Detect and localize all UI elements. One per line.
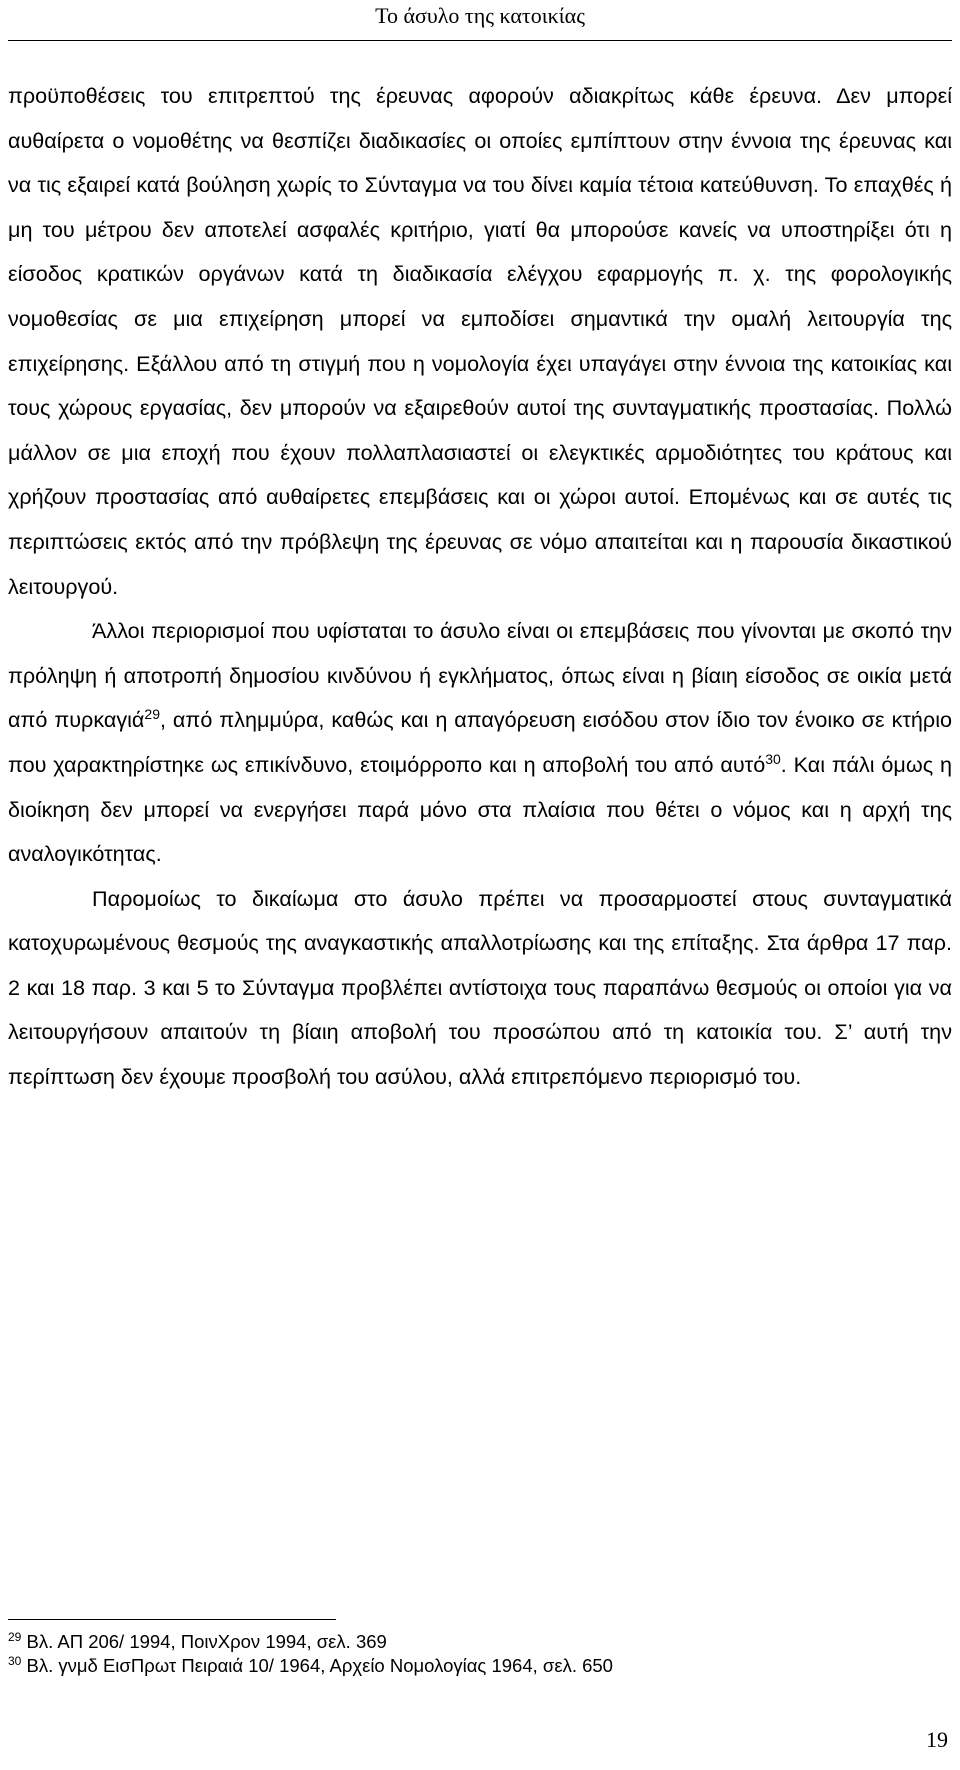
- footnote-ref: 30: [765, 750, 781, 767]
- header-divider: [8, 40, 952, 41]
- paragraph-text: Παρομοίως το δικαίωμα στο άσυλο πρέπει να προσαρμοστεί στους συνταγματικά κατοχυρωμένους θεσμούς της αναγκαστικής απαλλοτρίωσης και της επίταξης. Στα άρθρα 17 παρ. 2 και 18 παρ. 3 και 5 το Σύνταγμα προβλέπει αντίστοιχα τους παραπάνω θεσμούς οι οποίοι για να λειτουργήσουν απαιτούν τη βίαιη αποβολή του προσώπου από τη κατοικία του. Σ’ αυτή την περίπτωση δεν έχουμε προσβολή του ασύλου, αλλά επιτρεπόμενο περιορισμό του.: [8, 885, 952, 1090]
- paragraph-1: [8, 74, 952, 609]
- paragraph-text: προϋποθέσεις του επιτρεπτού της έρευνας αφορούν αδιακρίτως κάθε έρευνα. Δεν μπορεί αυθαίρετα ο νομοθέτης να θεσπίζει διαδικασίες οι οποίες εμπίπτουν στην έννοια της έρευνας και να τις εξαιρεί κατά βούληση χωρίς το Σύνταγμα να του δίνει καμία τέτοια κατεύθυνση. Το επαχθές ή μη του μέτρου δεν αποτελεί ασφαλές κριτήριο, γιατί θα μπορούσε κανείς να υποστηρίξει ότι η είσοδος κρατικών οργάνων κατά τη διαδικασία ελέγχου εφαρμογής π. χ. της φορολογικής νομοθεσίας σε μια επιχείρηση μπορεί να εμποδίσει σημαντικά την ομαλή λειτουργία της επιχείρησης. Εξάλλου από τη στιγμή που η νομολογία έχει υπαγάγει στην έννοια της κατοικίας και τους χώρους εργασίας, δεν μπορούν να εξαιρεθούν αυτοί της συνταγματικής προστασίας. Πολλώ μάλλον σε μια εποχή που έχουν πολλαπλασιαστεί οι ελεγκτικές αρμοδιότητες του κράτους και χρήζουν προστασίας από αυθαίρετες επεμβάσεις και οι χώροι αυτοί. Επομένως και σε αυτές τις περιπτώσεις εκτός από την πρόβλεψη της έρευνας σε νόμο απαιτείται και η παρουσία δικαστικού λειτουργού.: [8, 83, 952, 599]
- footnote-29: [8, 1630, 952, 1654]
- footnote-ref: 29: [144, 706, 160, 723]
- footnote-text: Βλ. ΑΠ 206/ 1994, ΠοινΧρον 1994, σελ. 369: [26, 1631, 387, 1652]
- paragraph-text: , από πλημμύρα, καθώς και η απαγόρευση εισόδου στον ίδιο τον ένοικο σε κτήριο που χαρακτηρίστηκε ως επικίνδυνο, ετοιμόρροπο και η αποβολή του από αυτό: [8, 707, 952, 777]
- footnotes: [8, 1630, 952, 1678]
- paragraph-text: . Και πάλι όμως η διοίκηση δεν μπορεί να ενεργήσει παρά μόνο στα πλαίσια που θέτει ο νόμος και η αρχή της αναλογικότητας.: [8, 751, 952, 867]
- footnote-divider: [8, 1619, 336, 1620]
- footnote-number: 29: [8, 1629, 22, 1644]
- page-header-title: Το άσυλο της κατοικίας: [375, 3, 585, 28]
- footnote-30: [8, 1654, 952, 1678]
- paragraph-3: [8, 877, 952, 1100]
- page-number: 19: [926, 1727, 948, 1752]
- footnote-number: 30: [8, 1653, 22, 1668]
- footnote-text: Βλ. γνμδ ΕισΠρωτ Πειραιά 10/ 1964, Αρχείο Νομολογίας 1964, σελ. 650: [26, 1655, 613, 1676]
- paragraph-2: [8, 609, 952, 877]
- paragraph-text: Άλλοι περιορισμοί που υφίσταται το άσυλο είναι οι επεμβάσεις που γίνονται με σκοπό την πρόληψη ή αποτροπή δημοσίου κινδύνου ή εγκλήματος, όπως είναι η βίαιη είσοδος σε οικία μετά από πυρκαγιά: [8, 618, 952, 733]
- body-text: [8, 74, 952, 1100]
